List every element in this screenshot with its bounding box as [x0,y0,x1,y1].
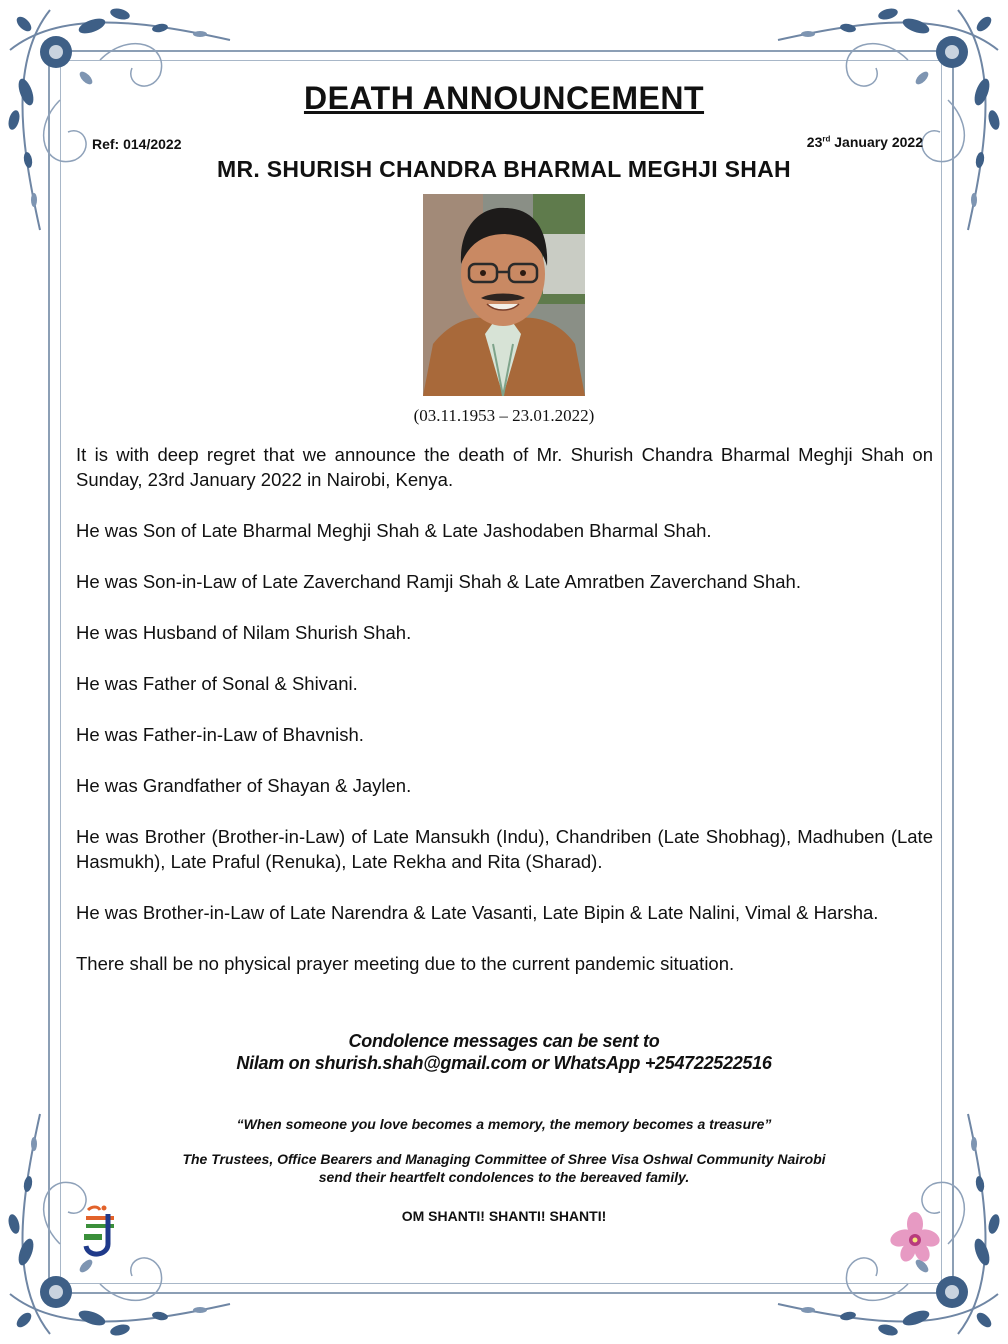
orchid-flower-icon [888,1210,942,1264]
floral-corner-icon [0,1044,300,1344]
trustees-message [0,1150,1008,1186]
deceased-name: MR. SHURISH CHANDRA BHARMAL MEGHJI SHAH [217,156,791,182]
condolence-contact [0,1030,1008,1074]
community-logo-icon [80,1204,120,1260]
floral-corner-icon [708,0,1008,300]
body-paragraph: He was Son-in-Law of Late Zaverchand Ramji Shah & Late Amratben Zaverchand Shah. [76,571,801,592]
body-paragraph: It is with deep regret that we announce the death of Mr. Shurish Chandra Bharmal Meghji Shah on Sunday, 23rd January 2022 in Nairobi, Kenya. [76,444,933,490]
body-paragraph: He was Son of Late Bharmal Meghji Shah & Late Jashodaben Bharmal Shah. [76,520,712,541]
lifespan-dates: (03.11.1953 – 23.01.2022) [413,406,595,425]
condolence-line: Nilam on shurish.shah@gmail.com or WhatsApp +254722522516 [236,1053,772,1073]
trustees-line: send their heartfelt condolences to the bereaved family. [318,1169,690,1185]
body-paragraph: He was Father of Sonal & Shivani. [76,673,358,694]
body-paragraph: He was Husband of Nilam Shurish Shah. [76,622,412,643]
date-month-year: January 2022 [830,134,923,150]
announcement-date [807,134,923,150]
body-paragraph: There shall be no physical prayer meeting due to the current pandemic situation. [76,953,735,974]
body-paragraph: He was Grandfather of Shayan & Jaylen. [76,775,412,796]
date-suffix: rd [822,134,831,144]
date-day: 23 [806,134,823,150]
portrait-photo [423,194,585,396]
body-paragraph: He was Father-in-Law of Bhavnish. [76,724,364,745]
trustees-line: The Trustees, Office Bearers and Managing Committee of Shree Visa Oshwal Community Nairobi [182,1151,826,1167]
body-paragraph: He was Brother-in-Law of Late Narendra & Late Vasanti, Late Bipin & Late Nalini, Vimal & Harsha. [76,902,879,923]
floral-corner-icon [708,1044,1008,1344]
announcement-body [76,442,933,1002]
page-title: DEATH ANNOUNCEMENT [303,80,705,116]
memorial-quote: “When someone you love becomes a memory, the memory becomes a treasure” [236,1116,772,1132]
reference-number: Ref: 014/2022 [92,136,182,152]
body-paragraph: He was Brother (Brother-in-Law) of Late Mansukh (Indu), Chandriben (Late Shobhag), Madhuben (Late Hasmukh), Late Praful (Renuka), Late Rekha and Rita (Sharad). [76,826,933,872]
condolence-line: Condolence messages can be sent to [348,1031,660,1051]
om-shanti-closing: OM SHANTI! SHANTI! SHANTI! [401,1208,607,1224]
